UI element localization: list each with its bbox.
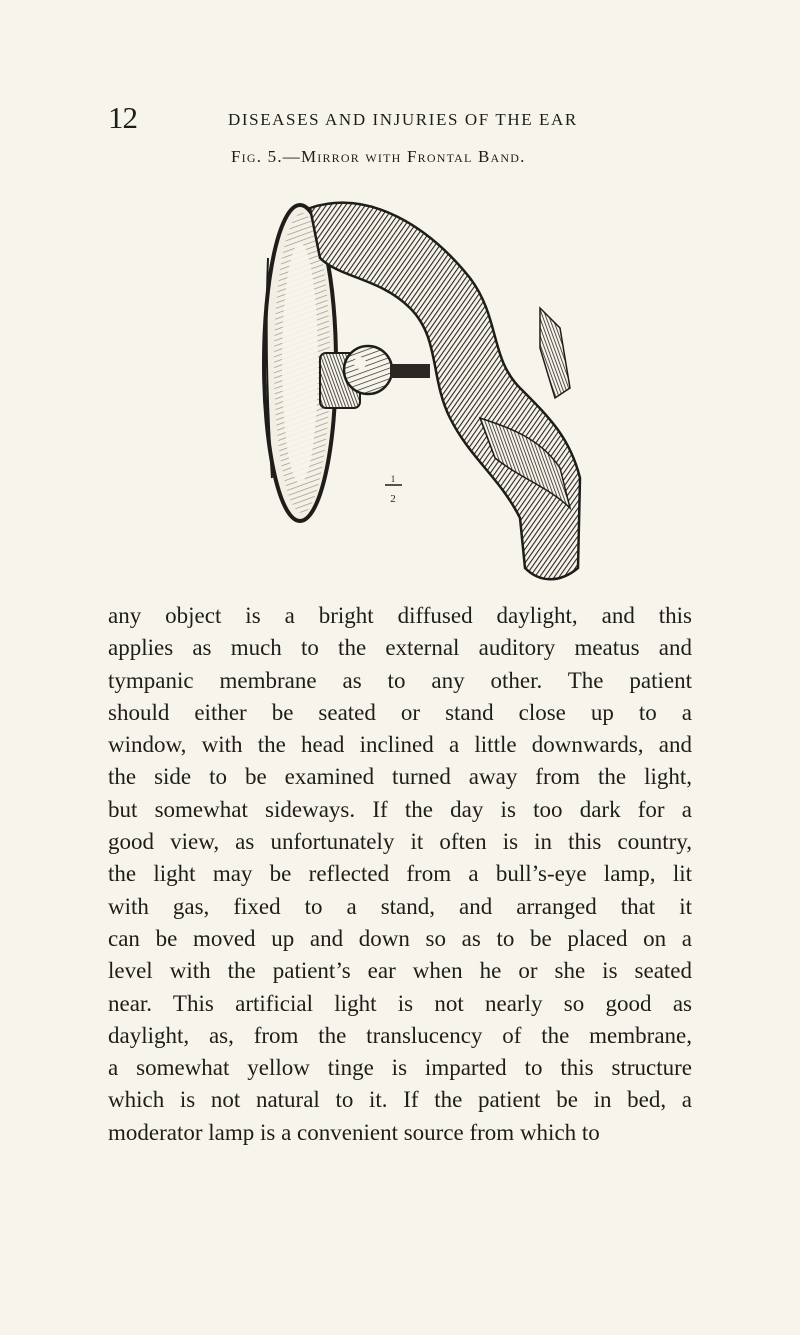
text-line: moderator lamp is a convenient source from which to bbox=[108, 1119, 600, 1145]
text-line: the side to be examined turned away from the light, bbox=[108, 764, 692, 790]
text-line: good view, as unfortunately it often is in this country, bbox=[108, 829, 692, 855]
text-line: which is not natural to it. If the patient be in bed, a bbox=[108, 1087, 692, 1113]
figure-caption: Fig. 5.—Mirror with Frontal Band. bbox=[231, 147, 526, 166]
text-line: near. This artificial light is not nearly so good as bbox=[108, 990, 692, 1016]
running-head bbox=[108, 100, 628, 136]
text-line: a somewhat yellow tinge is imparted to this structure bbox=[108, 1055, 692, 1081]
ball-joint bbox=[320, 346, 430, 408]
text-line: window, with the head inclined a little downwards, and bbox=[108, 732, 692, 758]
text-line: daylight, as, from the translucency of the membrane, bbox=[108, 1022, 692, 1048]
text-line: applies as much to the external auditory meatus and bbox=[108, 635, 692, 661]
scale-mark bbox=[385, 474, 402, 505]
text-line: with gas, fixed to a stand, and arranged that it bbox=[108, 893, 692, 919]
page-number: 12 bbox=[108, 100, 137, 135]
text-line: level with the patient’s ear when he or she is seated bbox=[108, 958, 692, 984]
mirror-with-frontal-band-illustration bbox=[240, 188, 610, 588]
svg-text:1: 1 bbox=[390, 474, 396, 484]
engraving-svg bbox=[240, 188, 610, 588]
text-line: the light may be reflected from a bull’s-eye lamp, lit bbox=[108, 861, 692, 887]
text-line: tympanic membrane as to any other. The patient bbox=[108, 667, 692, 693]
text-line: should either be seated or stand close up to a bbox=[108, 699, 692, 725]
scale-label: 2 bbox=[390, 493, 396, 505]
text-line: but somewhat sideways. If the day is too dark for a bbox=[108, 796, 692, 822]
running-title: DISEASES AND INJURIES OF THE EAR bbox=[228, 110, 578, 129]
body-paragraph bbox=[108, 600, 692, 1149]
text-line: can be moved up and down so as to be placed on a bbox=[108, 925, 692, 951]
text-line: any object is a bright diffused daylight, and this bbox=[108, 603, 692, 628]
